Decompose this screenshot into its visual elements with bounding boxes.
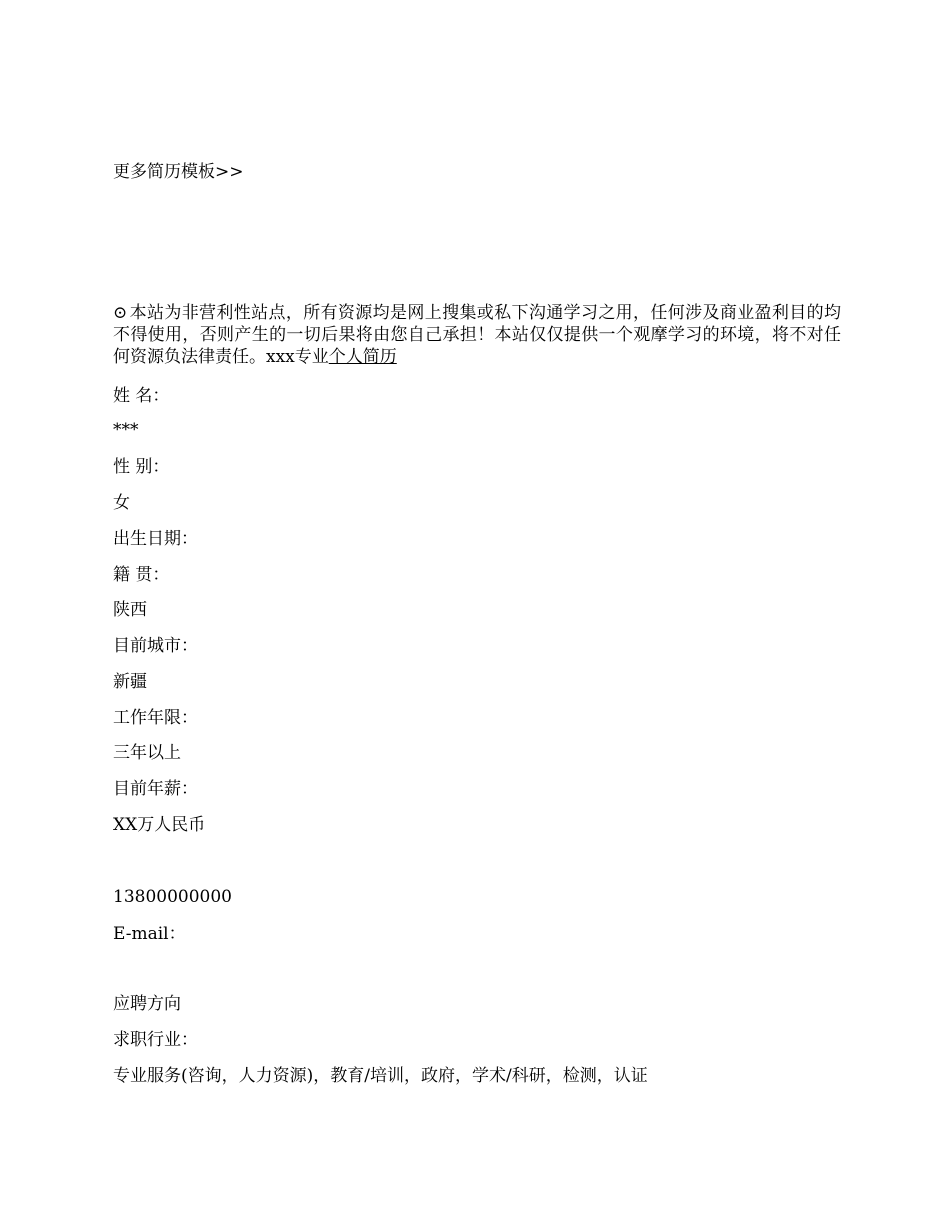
- industry-value: 专业服务(咨询，人力资源)，教育/培训，政府，学术/科研，检测，认证: [113, 1066, 648, 1086]
- job-direction-heading: 应聘方向: [113, 994, 181, 1014]
- more-templates-link[interactable]: 更多简历模板>>: [113, 162, 244, 182]
- resume-link[interactable]: 个人简历: [328, 347, 397, 367]
- birth-date-label: 出生日期：: [113, 529, 198, 549]
- disclaimer-text: 本站为非营利性站点，所有资源均是网上搜集或私下沟通学习之用，任何涉及商业盈利目的均不得使用，否则产生的一切后果将由您自己承担！本站仅仅提供一个观摩学习的环境，将不对任何资源负法律责任。xxx专业: [113, 303, 841, 367]
- hometown-value: 陕西: [113, 600, 147, 620]
- hometown-label: 籍 贯：: [113, 565, 170, 585]
- disclaimer-paragraph: [113, 302, 841, 368]
- name-label: 姓 名：: [113, 386, 170, 406]
- work-years-label: 工作年限：: [113, 708, 198, 728]
- salary-label: 目前年薪：: [113, 779, 198, 799]
- email-label: E-mail：: [113, 924, 186, 944]
- bullet-icon: ⊙: [113, 303, 128, 323]
- gender-label: 性 别：: [113, 457, 170, 477]
- gender-value: 女: [113, 493, 130, 513]
- industry-label: 求职行业：: [113, 1030, 198, 1050]
- current-city-value: 新疆: [113, 672, 147, 692]
- name-value: ***: [113, 420, 139, 440]
- salary-value: XX万人民币: [113, 815, 206, 835]
- current-city-label: 目前城市：: [113, 636, 198, 656]
- work-years-value: 三年以上: [113, 743, 181, 763]
- phone-value: 13800000000: [113, 887, 232, 907]
